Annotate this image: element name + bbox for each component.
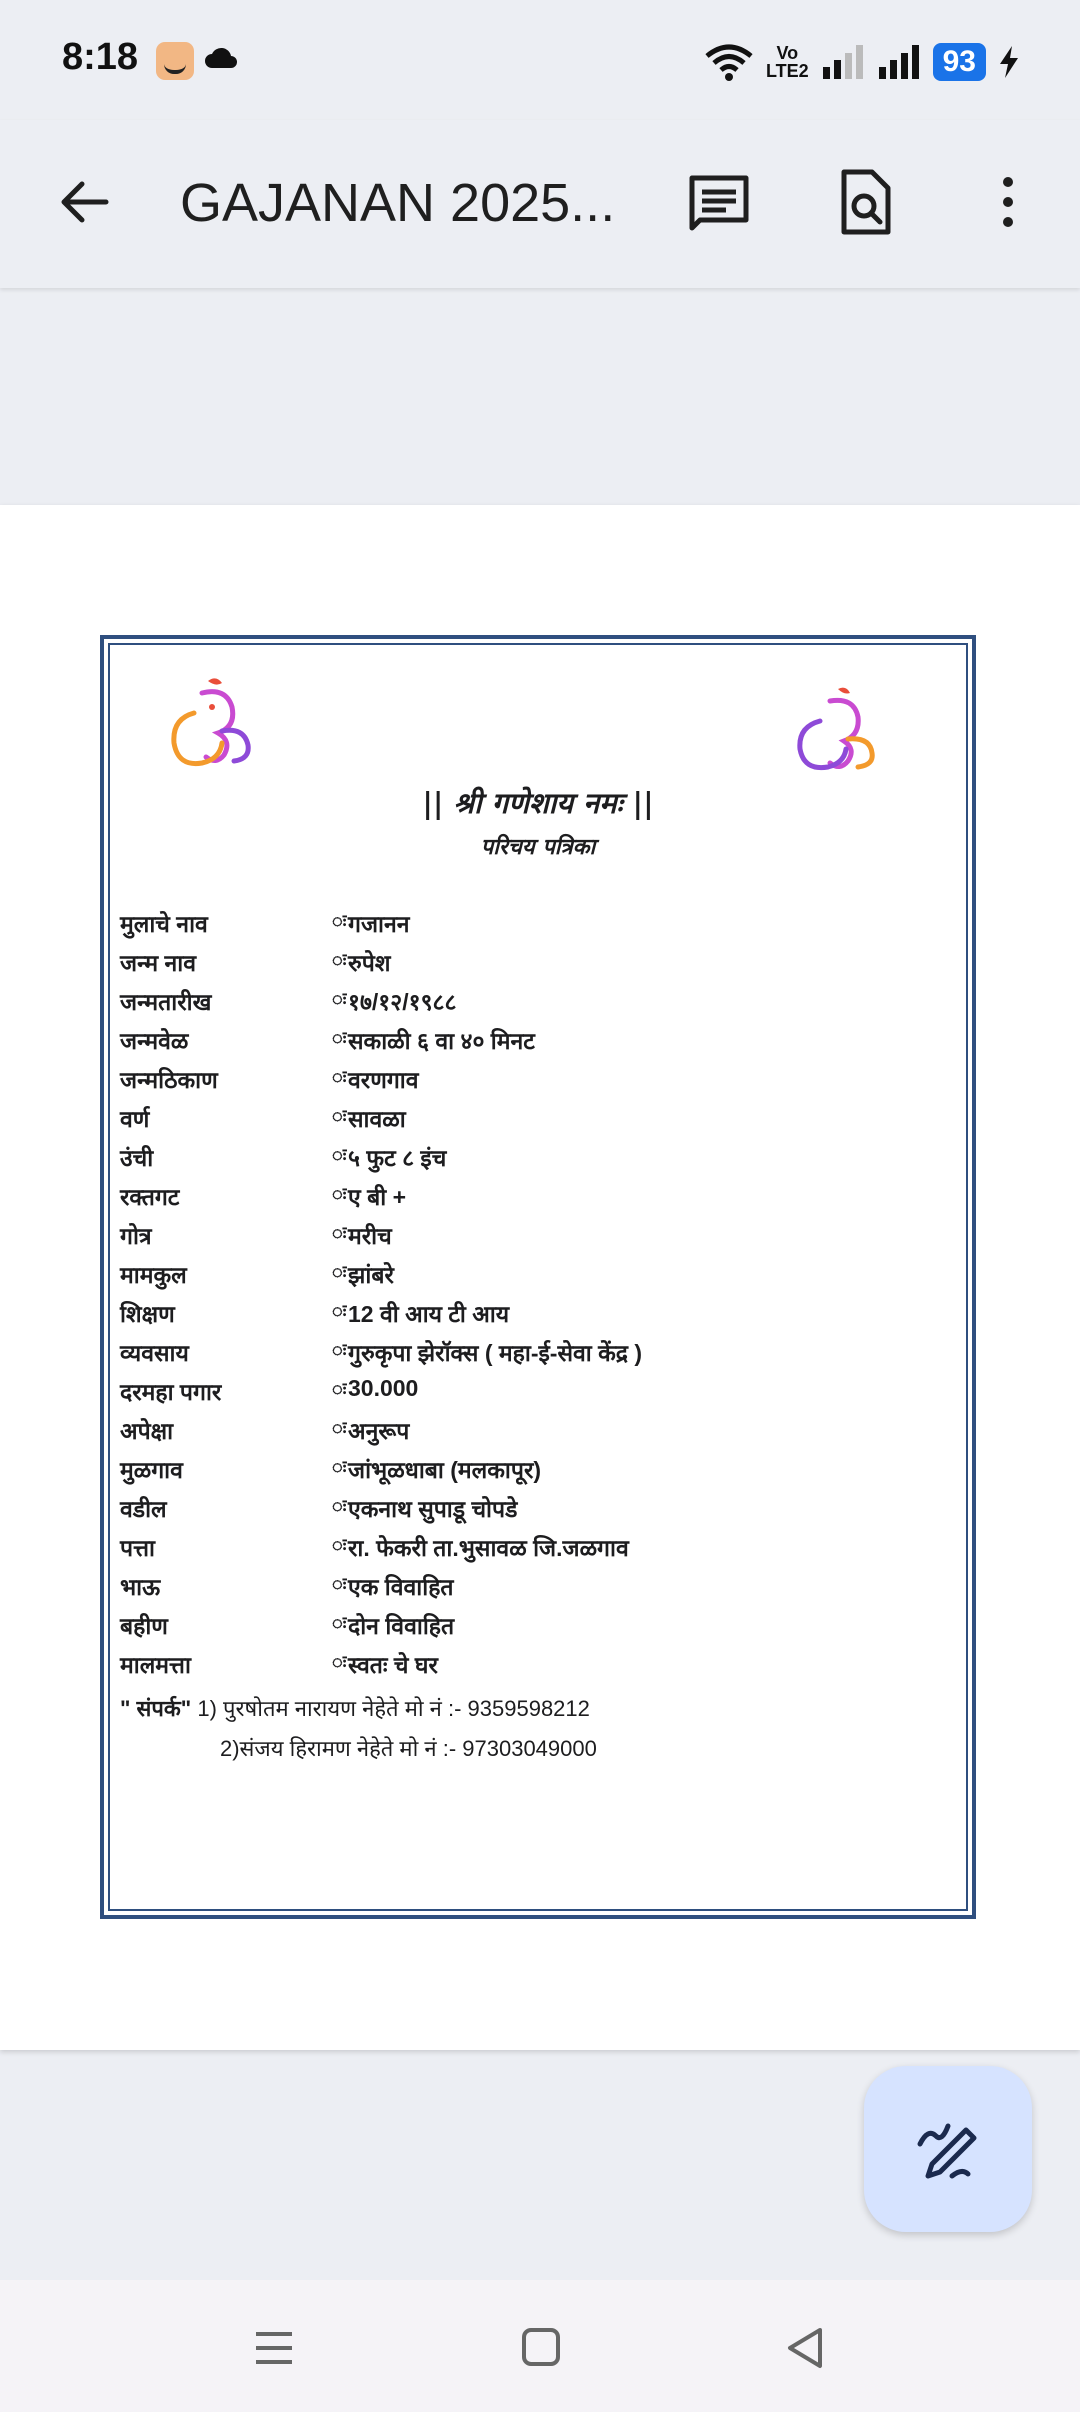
more-vert-icon[interactable]: [982, 168, 1034, 240]
row-value: रुपेश: [348, 950, 391, 976]
volte-bottom: LTE2: [765, 61, 809, 81]
row-separator: ः: [332, 1145, 347, 1165]
charging-bolt-icon: [998, 45, 1020, 79]
signal-sim2-icon: [877, 43, 921, 81]
row-label: वर्ण: [120, 1106, 150, 1132]
contact-label: " संपर्क": [120, 1696, 192, 1721]
row-label: बहीण: [120, 1613, 168, 1639]
row-label: गोत्र: [120, 1223, 152, 1249]
battery-indicator: 93: [933, 43, 986, 81]
row-value: 30.000: [348, 1375, 419, 1401]
row-separator: ः: [332, 989, 347, 1009]
volte-top: Vo: [776, 43, 799, 63]
row-separator: ः: [332, 1496, 347, 1516]
row-separator: ः: [332, 1574, 347, 1594]
row-separator: ः: [332, 1301, 347, 1321]
row-label: दरमहा पगार: [120, 1379, 222, 1405]
row-value: सावळा: [348, 1106, 406, 1132]
row-label: मामकुल: [120, 1262, 187, 1288]
row-value: गजानन: [348, 911, 410, 937]
shopping-app-icon: [156, 42, 194, 80]
row-value: वरणगाव: [348, 1067, 419, 1093]
row-label: उंची: [120, 1145, 154, 1171]
row-separator: ः: [332, 1262, 347, 1282]
row-separator: ः: [332, 1028, 347, 1048]
row-value: १७/१२/१९८८: [348, 989, 457, 1015]
ganesh-right-icon: [790, 685, 886, 785]
row-separator: ः: [332, 1535, 347, 1555]
back-arrow-icon[interactable]: [52, 170, 116, 234]
row-value: जांभूळधाबा (मलकापूर): [348, 1457, 542, 1483]
row-label: जन्म नाव: [120, 950, 197, 976]
row-separator: ः: [332, 1340, 347, 1360]
row-value: रा. फेकरी ता.भुसावळ जि.जळगाव: [348, 1535, 629, 1561]
row-separator: ः: [332, 950, 347, 970]
volte-label: [766, 44, 809, 80]
row-separator: ः: [332, 1379, 347, 1399]
contact-line-2: 2)संजय हिरामण नेहेते मो नं :- 97303049000: [220, 1736, 597, 1761]
back-icon[interactable]: [776, 2320, 836, 2376]
signal-sim1-icon: [821, 43, 865, 81]
row-label: मुळगाव: [120, 1457, 183, 1483]
row-label: मुलाचे नाव: [120, 911, 208, 937]
status-bar: [0, 0, 1080, 120]
row-label: व्यवसाय: [120, 1340, 189, 1366]
row-value: झांबरे: [348, 1262, 394, 1288]
card-inner-border: [108, 643, 968, 1911]
row-label: पत्ता: [120, 1535, 155, 1561]
status-right: [704, 40, 1020, 84]
row-label: भाऊ: [120, 1574, 161, 1600]
document-title: GAJANAN 2025...: [180, 173, 616, 233]
edit-fab-button[interactable]: [864, 2066, 1032, 2232]
document-page[interactable]: [0, 505, 1080, 2050]
row-separator: ः: [332, 911, 347, 931]
row-value: मरीच: [348, 1223, 392, 1249]
comment-icon[interactable]: [684, 168, 756, 240]
row-separator: ः: [332, 1457, 347, 1477]
recent-apps-icon[interactable]: [244, 2320, 304, 2376]
doc-subheading: परिचय पत्रिका: [480, 834, 596, 860]
row-separator: ः: [332, 1223, 347, 1243]
row-label: जन्मतारीख: [120, 989, 212, 1015]
row-separator: ः: [332, 1418, 347, 1438]
doc-heading: || श्री गणेशाय नमः ||: [422, 786, 654, 820]
row-value: गुरुकृपा झेरॉक्स ( महा-ई-सेवा केंद्र ): [348, 1340, 643, 1366]
row-value: स्वतः चे घर: [348, 1652, 438, 1678]
row-separator: ः: [332, 1184, 347, 1204]
row-value: एकनाथ सुपाडू चोपडे: [348, 1496, 518, 1522]
row-value: अनुरूप: [348, 1418, 410, 1444]
status-time: 8:18: [62, 36, 139, 78]
row-separator: ः: [332, 1106, 347, 1126]
row-separator: ः: [332, 1067, 347, 1087]
row-label: रक्तगट: [120, 1184, 180, 1210]
row-value: एक विवाहित: [348, 1574, 454, 1600]
row-label: अपेक्षा: [120, 1418, 174, 1444]
row-label: जन्मवेळ: [120, 1028, 189, 1054]
app-bar: [0, 120, 1080, 288]
ganesh-left-icon: [164, 673, 260, 783]
row-label: मालमत्ता: [120, 1652, 191, 1678]
row-label: वडील: [120, 1496, 167, 1522]
cloud-icon: [204, 46, 238, 70]
contact-line-1: [120, 1693, 590, 1723]
row-separator: ः: [332, 1613, 347, 1633]
row-value: ए बी +: [348, 1184, 407, 1210]
row-value: दोन विवाहित: [348, 1613, 455, 1639]
system-nav-bar: [0, 2280, 1080, 2412]
find-in-page-icon[interactable]: [830, 166, 902, 238]
biodata-card: [100, 635, 976, 1919]
row-value: 12 वी आय टी आय: [348, 1301, 510, 1327]
row-label: शिक्षण: [120, 1301, 175, 1327]
row-value: सकाळी ६ वा ४० मिनट: [348, 1028, 535, 1054]
edit-pen-icon: [914, 2114, 982, 2182]
wifi-icon: [704, 42, 754, 82]
row-separator: ः: [332, 1652, 347, 1672]
home-icon[interactable]: [511, 2320, 571, 2376]
contact-1-text: 1) पुरषोतम नारायण नेहेते मो नं :- 9359598212: [197, 1696, 590, 1721]
row-label: जन्मठिकाण: [120, 1067, 218, 1093]
row-value: ५ फुट ८ इंच: [348, 1145, 447, 1171]
